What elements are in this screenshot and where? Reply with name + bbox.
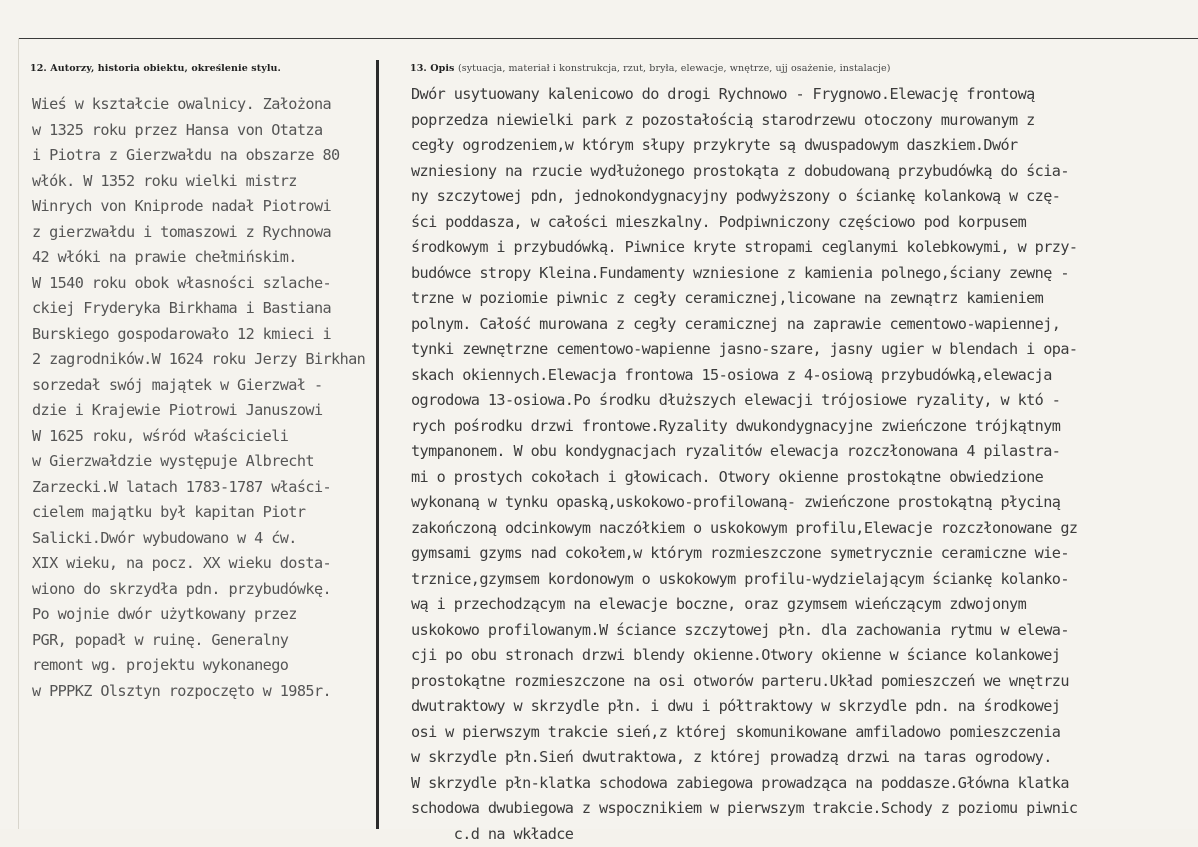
description-text-line: budówce stropy Kleina.Fundamenty wzniesione z kamienia polnego,ściany zewnę - — [411, 261, 1198, 287]
history-text-line: W 1625 roku, wśród właścicieli — [32, 424, 380, 450]
history-text-line: sorzedał swój majątek w Gierzwał - — [32, 373, 380, 399]
history-text-line: dzie i Krajewie Piotrowi Januszowi — [32, 398, 380, 424]
history-text-line: Salicki.Dwór wybudowano w 4 ćw. — [32, 526, 380, 552]
history-text-line: włók. W 1352 roku wielki mistrz — [32, 169, 380, 195]
description-text-line: trzne w poziomie piwnic z cegły ceramicznej,licowane na zewnątrz kamieniem — [411, 286, 1198, 312]
description-text-line: tympanonem. W obu kondygnacjach ryzalitów elewacja rozczłonowana 4 pilastra- — [411, 439, 1198, 465]
description-text-line: trznice,gzymsem kordonowym o uskokowym profilu-wydzielającym ściankę kolanko- — [411, 567, 1198, 593]
description-text-line: osi w pierwszym trakcie sień,z której skomunikowane amfiladowo pomieszczenia — [411, 720, 1198, 746]
section-12-heading-text: 12. Autorzy, historia obiektu, określenie stylu. — [30, 63, 281, 74]
history-text-line: 42 włóki na prawie chełmińskim. — [32, 245, 380, 271]
description-text-line: wą i przechodzącym na elewacje boczne, oraz gzymsem wieńczącym zdwojonym — [411, 592, 1198, 618]
left-edge-rule — [18, 38, 19, 829]
history-text-line: i Piotra z Gierzwałdu na obszarze 80 — [32, 143, 380, 169]
description-text-column — [411, 82, 1198, 847]
description-text-line: ny szczytowej pdn, jednokondygnacyjny podwyższony o ściankę kolankową w czę- — [411, 184, 1198, 210]
history-text-line: XIX wieku, na pocz. XX wieku dosta- — [32, 551, 380, 577]
description-text-line: dwutraktowy w skrzydle płn. i dwu i półtraktowy w skrzydle pdn. na środkowej — [411, 694, 1198, 720]
history-text-line: Burskiego gospodarowało 12 kmieci i — [32, 322, 380, 348]
description-text-line: środkowym i przybudówką. Piwnice kryte stropami ceglanymi kolebkowymi, w przy- — [411, 235, 1198, 261]
section-13-heading-text: 13. Opis — [410, 63, 455, 74]
description-text-line: W skrzydle płn-klatka schodowa zabiegowa prowadząca na poddasze.Główna klatka — [411, 771, 1198, 797]
history-text-line: W 1540 roku obok własności szlache- — [32, 271, 380, 297]
section-13-heading-subtitle: (sytuacja, materiał i konstrukcja, rzut, bryła, elewacje, wnętrze, ujj osażenie, instalacje) — [458, 63, 891, 74]
description-text-line: cegły ogrodzeniem,w którym słupy przykryte są dwuspadowym daszkiem.Dwór — [411, 133, 1198, 159]
top-rule — [18, 38, 1198, 39]
history-text-column — [32, 92, 380, 704]
history-text-line: Zarzecki.W latach 1783-1787 właści- — [32, 475, 380, 501]
description-text-line: polnym. Całość murowana z cegły ceramicznej na zaprawie cementowo-wapiennej, — [411, 312, 1198, 338]
description-text-line: c.d na wkładce — [411, 822, 1198, 847]
history-text-line: 2 zagrodników.W 1624 roku Jerzy Birkhan — [32, 347, 380, 373]
description-text-line: poprzedza niewielki park z pozostałością starodrzewu otoczony murowanym z — [411, 108, 1198, 134]
history-text-line: wiono do skrzydła pdn. przybudówkę. — [32, 577, 380, 603]
description-text-line: ogrodowa 13-osiowa.Po środku dłuższych elewacji trójosiowe ryzality, w któ - — [411, 388, 1198, 414]
description-text-line: zakończoną odcinkowym naczółkiem o uskokowym profilu,Elewacje rozczłonowane gz — [411, 516, 1198, 542]
description-text-line: cji po obu stronach drzwi blendy okienne.Otwory okienne w ściance kolankowej — [411, 643, 1198, 669]
description-text-line: tynki zewnętrzne cementowo-wapienne jasno-szare, jasny ugier w blendach i opa- — [411, 337, 1198, 363]
history-text-line: w PPPKZ Olsztyn rozpoczęto w 1985r. — [32, 679, 380, 705]
history-text-line: w Gierzwałdzie występuje Albrecht — [32, 449, 380, 475]
description-text-line: schodowa dwubiegowa z wspocznikiem w pierwszym trakcie.Schody z poziomu piwnic — [411, 796, 1198, 822]
description-text-line: wykonaną w tynku opaską,uskokowo-profilowaną- zwieńczone prostokątną płyciną — [411, 490, 1198, 516]
description-text-line: ści poddasza, w całości mieszkalny. Podpiwniczony częściowo pod korpusem — [411, 210, 1198, 236]
section-12-heading — [30, 63, 281, 74]
history-text-line: z gierzwałdu i tomaszowi z Rychnowa — [32, 220, 380, 246]
history-text-line: Wieś w kształcie owalnicy. Założona — [32, 92, 380, 118]
history-text-line: Po wojnie dwór użytkowany przez — [32, 602, 380, 628]
history-text-line: w 1325 roku przez Hansa von Otatza — [32, 118, 380, 144]
description-text-line: prostokątne rozmieszczone na osi otworów parteru.Układ pomieszczeń we wnętrzu — [411, 669, 1198, 695]
history-text-line: PGR, popadł w ruinę. Generalny — [32, 628, 380, 654]
history-text-line: cielem majątku był kapitan Piotr — [32, 500, 380, 526]
history-text-line: ckiej Fryderyka Birkhama i Bastiana — [32, 296, 380, 322]
description-text-line: Dwór usytuowany kalenicowo do drogi Rychnowo - Frygnowo.Elewację frontową — [411, 82, 1198, 108]
history-text-line: remont wg. projektu wykonanego — [32, 653, 380, 679]
description-text-line: rych pośrodku drzwi frontowe.Ryzality dwukondygnacyjne zwieńczone trójkątnym — [411, 414, 1198, 440]
description-text-line: w skrzydle płn.Sień dwutraktowa, z której prowadzą drzwi na taras ogrodowy. — [411, 745, 1198, 771]
description-text-line: mi o prostych cokołach i głowicach. Otwory okienne prostokątne obwiedzione — [411, 465, 1198, 491]
history-text-line: Winrych von Kniprode nadał Piotrowi — [32, 194, 380, 220]
description-text-line: uskokowo profilowanym.W ściance szczytowej płn. dla zachowania rytmu w elewa- — [411, 618, 1198, 644]
description-text-line: skach okiennych.Elewacja frontowa 15-osiowa z 4-osiową przybudówką,elewacja — [411, 363, 1198, 389]
description-text-line: wzniesiony na rzucie wydłużonego prostokąta z dobudowaną przybudówką do ścia- — [411, 159, 1198, 185]
section-13-heading — [410, 63, 891, 74]
description-text-line: gymsami gzyms nad cokołem,w którym rozmieszczone symetrycznie ceramiczne wie- — [411, 541, 1198, 567]
